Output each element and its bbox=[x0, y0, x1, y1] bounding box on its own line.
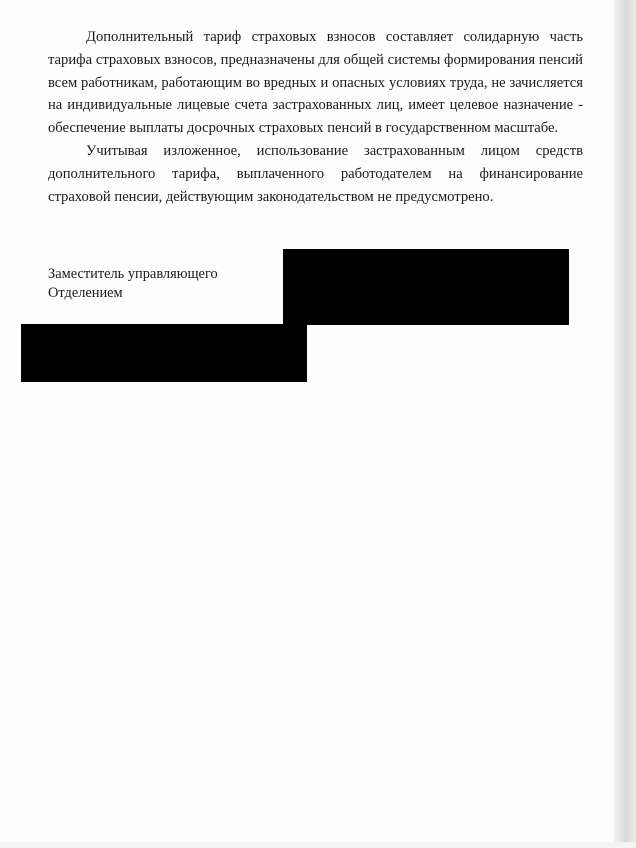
signature-block bbox=[48, 265, 218, 303]
signatory-position-line2: Отделением bbox=[48, 285, 123, 301]
redaction-box-name bbox=[21, 324, 307, 382]
paragraph-additional-tariff: Дополнительный тариф страховых взносов составляет солидарную часть тарифа страховых взносов, предназначены для общей системы формирования пенсий всем работникам, работающим во вредных и опасных условиях труда, не зачисляется на индивидуальные лицевые счета застрахованных лиц, имеет целевое назначение - обеспечение выплаты досрочных страховых пенсий в государственном масштабе. bbox=[48, 29, 583, 137]
scan-shadow-edge bbox=[614, 0, 636, 848]
scan-bottom-edge bbox=[0, 842, 636, 848]
redaction-box-signature bbox=[283, 249, 569, 325]
letter-body bbox=[48, 26, 583, 208]
signatory-position-line1: Заместитель управляющего bbox=[48, 266, 218, 282]
paragraph-conclusion: Учитывая изложенное, использование застрахованным лицом средств дополнительного тарифа, выплаченного работодателем на финансирование страховой пенсии, действующим законодательством не предусмотрено. bbox=[48, 142, 583, 205]
